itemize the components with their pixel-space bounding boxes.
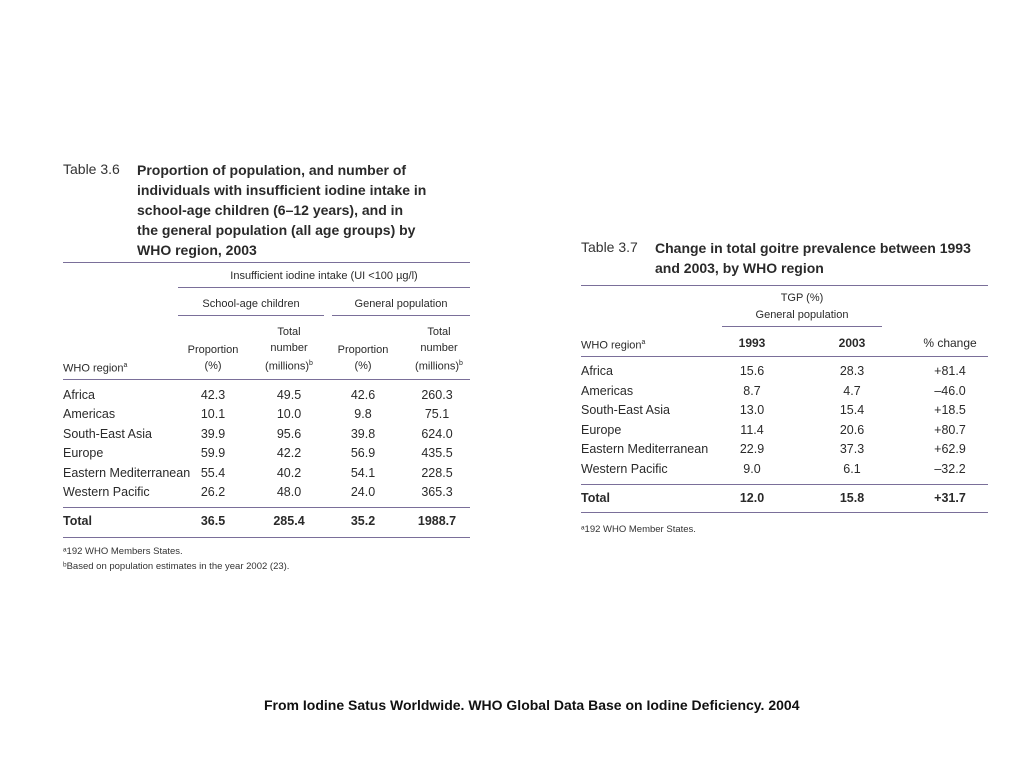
header-rule bbox=[722, 326, 882, 327]
cell-1993: 9.0 bbox=[743, 462, 761, 476]
total-top-rule bbox=[63, 507, 470, 508]
cell-change: +62.9 bbox=[934, 442, 966, 456]
top-rule bbox=[581, 285, 988, 286]
group-rule-1 bbox=[178, 315, 324, 316]
cell-t2: 624.0 bbox=[421, 427, 453, 441]
cell-region: Europe bbox=[581, 423, 622, 437]
title-line: and 2003, by WHO region bbox=[655, 260, 824, 276]
table-number: Table 3.6 bbox=[63, 161, 120, 177]
title-line: individuals with insufficient iodine intake in bbox=[137, 182, 427, 198]
cell-2003: 28.3 bbox=[839, 364, 865, 378]
cell-p2: 24.0 bbox=[350, 485, 376, 499]
cell-t1: 48.0 bbox=[276, 485, 302, 499]
footnote-a: ᵃ192 WHO Member States. bbox=[581, 524, 696, 535]
cell-region: Total bbox=[63, 514, 92, 528]
header-bottom-rule bbox=[581, 356, 988, 357]
title-line: WHO region, 2003 bbox=[137, 242, 257, 258]
cell-1993: 8.7 bbox=[743, 384, 761, 398]
col-proportion-1 bbox=[180, 342, 246, 374]
footnote-a: ᵃ192 WHO Members States. bbox=[63, 546, 183, 557]
cell-region: Eastern Mediterranean bbox=[581, 442, 709, 456]
cell-2003: 37.3 bbox=[839, 442, 865, 456]
group-school-age: School-age children bbox=[202, 298, 300, 310]
cell-p1: 36.5 bbox=[200, 514, 226, 528]
header-top: Insufficient iodine intake (UI <100 µg/l) bbox=[230, 270, 418, 282]
total-top-rule bbox=[581, 484, 988, 485]
cell-region: Eastern Mediterranean bbox=[63, 466, 191, 480]
title-line: the general population (all age groups) by bbox=[137, 222, 416, 238]
group-general: General population bbox=[354, 298, 448, 310]
cell-change: –46.0 bbox=[934, 384, 966, 398]
col-2003: 2003 bbox=[838, 336, 866, 350]
cell-t1: 49.5 bbox=[276, 388, 302, 402]
table-title bbox=[655, 238, 971, 278]
col-change: % change bbox=[923, 336, 977, 350]
cell-2003: 15.4 bbox=[839, 403, 865, 417]
cell-p2: 39.8 bbox=[350, 427, 376, 441]
cell-p2: 35.2 bbox=[350, 514, 376, 528]
source-caption: From Iodine Satus Worldwide. WHO Global Data Base on Iodine Deficiency. 2004 bbox=[264, 697, 800, 713]
cell-region: Western Pacific bbox=[63, 485, 150, 499]
col-1993: 1993 bbox=[738, 336, 766, 350]
cell-region: Africa bbox=[63, 388, 95, 402]
cell-t1: 10.0 bbox=[276, 407, 302, 421]
col-region-label: WHO region bbox=[581, 339, 642, 352]
cell-change: +81.4 bbox=[934, 364, 966, 378]
header-top: TGP (%) bbox=[780, 292, 824, 304]
cell-2003: 4.7 bbox=[843, 384, 861, 398]
cell-region: Americas bbox=[581, 384, 634, 398]
cell-t1: 42.2 bbox=[276, 446, 302, 460]
table-number: Table 3.7 bbox=[581, 239, 638, 255]
cell-2003: 6.1 bbox=[843, 462, 861, 476]
top-rule bbox=[63, 262, 470, 263]
cell-1993: 13.0 bbox=[739, 403, 765, 417]
cell-change: +80.7 bbox=[934, 423, 966, 437]
title-line: Proportion of population, and number of bbox=[137, 162, 407, 178]
cell-p2: 42.6 bbox=[350, 388, 376, 402]
col-header-line: Total bbox=[427, 326, 451, 338]
cell-change: –32.2 bbox=[934, 462, 966, 476]
bottom-rule bbox=[581, 512, 988, 513]
cell-region: Western Pacific bbox=[581, 462, 668, 476]
cell-p1: 10.1 bbox=[200, 407, 226, 421]
cell-region: Americas bbox=[63, 407, 116, 421]
col-region bbox=[63, 358, 127, 377]
cell-p1: 42.3 bbox=[200, 388, 226, 402]
col-proportion-2 bbox=[330, 342, 396, 374]
cell-t2: 365.3 bbox=[421, 485, 453, 499]
col-header-line: (%) bbox=[354, 360, 372, 372]
footnote-mark: a bbox=[641, 339, 646, 346]
cell-change: +31.7 bbox=[934, 491, 966, 505]
cell-region: Europe bbox=[63, 446, 104, 460]
col-header-text: (millions) bbox=[265, 360, 310, 373]
cell-p2: 56.9 bbox=[350, 446, 376, 460]
cell-p2: 54.1 bbox=[350, 466, 376, 480]
cell-t1: 95.6 bbox=[276, 427, 302, 441]
cell-t2: 228.5 bbox=[421, 466, 453, 480]
cell-change: +18.5 bbox=[934, 403, 966, 417]
cell-t1: 285.4 bbox=[273, 514, 305, 528]
table-title bbox=[137, 160, 426, 260]
cell-2003: 15.8 bbox=[839, 491, 865, 505]
header-sub: General population bbox=[755, 309, 849, 321]
col-header-line bbox=[254, 356, 324, 375]
col-total-1 bbox=[254, 324, 324, 375]
cell-1993: 12.0 bbox=[739, 491, 765, 505]
cell-1993: 15.6 bbox=[739, 364, 765, 378]
col-header-line: number bbox=[420, 342, 458, 354]
cell-2003: 20.6 bbox=[839, 423, 865, 437]
header-bottom-rule bbox=[63, 379, 470, 380]
cell-p1: 55.4 bbox=[200, 466, 226, 480]
footnote-mark: b bbox=[309, 360, 313, 367]
cell-t2: 75.1 bbox=[424, 407, 450, 421]
footnote-mark: b bbox=[459, 360, 463, 367]
col-header-text: (millions) bbox=[415, 360, 460, 373]
cell-t2: 435.5 bbox=[421, 446, 453, 460]
cell-t1: 40.2 bbox=[276, 466, 302, 480]
col-header-line bbox=[404, 356, 474, 375]
col-header-line: number bbox=[270, 342, 308, 354]
header-rule bbox=[178, 287, 470, 288]
footnote-b: ᵇBased on population estimates in the year 2002 (23). bbox=[63, 561, 290, 572]
cell-region: Africa bbox=[581, 364, 613, 378]
cell-region: South-East Asia bbox=[581, 403, 670, 417]
title-line: Change in total goitre prevalence between 1993 bbox=[655, 240, 971, 256]
col-header-line: Proportion bbox=[187, 344, 239, 356]
col-total-2 bbox=[404, 324, 474, 375]
cell-t2: 260.3 bbox=[421, 388, 453, 402]
cell-p1: 39.9 bbox=[200, 427, 226, 441]
cell-1993: 11.4 bbox=[740, 423, 764, 437]
cell-region: South-East Asia bbox=[63, 427, 152, 441]
cell-p1: 26.2 bbox=[200, 485, 226, 499]
cell-p2: 9.8 bbox=[354, 407, 372, 421]
cell-p1: 59.9 bbox=[200, 446, 226, 460]
cell-t2: 1988.7 bbox=[417, 514, 457, 528]
group-rule-2 bbox=[332, 315, 470, 316]
col-header-line: Proportion bbox=[337, 344, 389, 356]
col-region bbox=[581, 335, 645, 354]
title-line: school-age children (6–12 years), and in bbox=[137, 202, 404, 218]
col-region-label: WHO region bbox=[63, 362, 124, 375]
cell-1993: 22.9 bbox=[739, 442, 765, 456]
cell-region: Total bbox=[581, 491, 610, 505]
footnote-mark: a bbox=[123, 362, 128, 369]
col-header-line: (%) bbox=[204, 360, 222, 372]
col-header-line: Total bbox=[277, 326, 301, 338]
bottom-rule bbox=[63, 537, 470, 538]
